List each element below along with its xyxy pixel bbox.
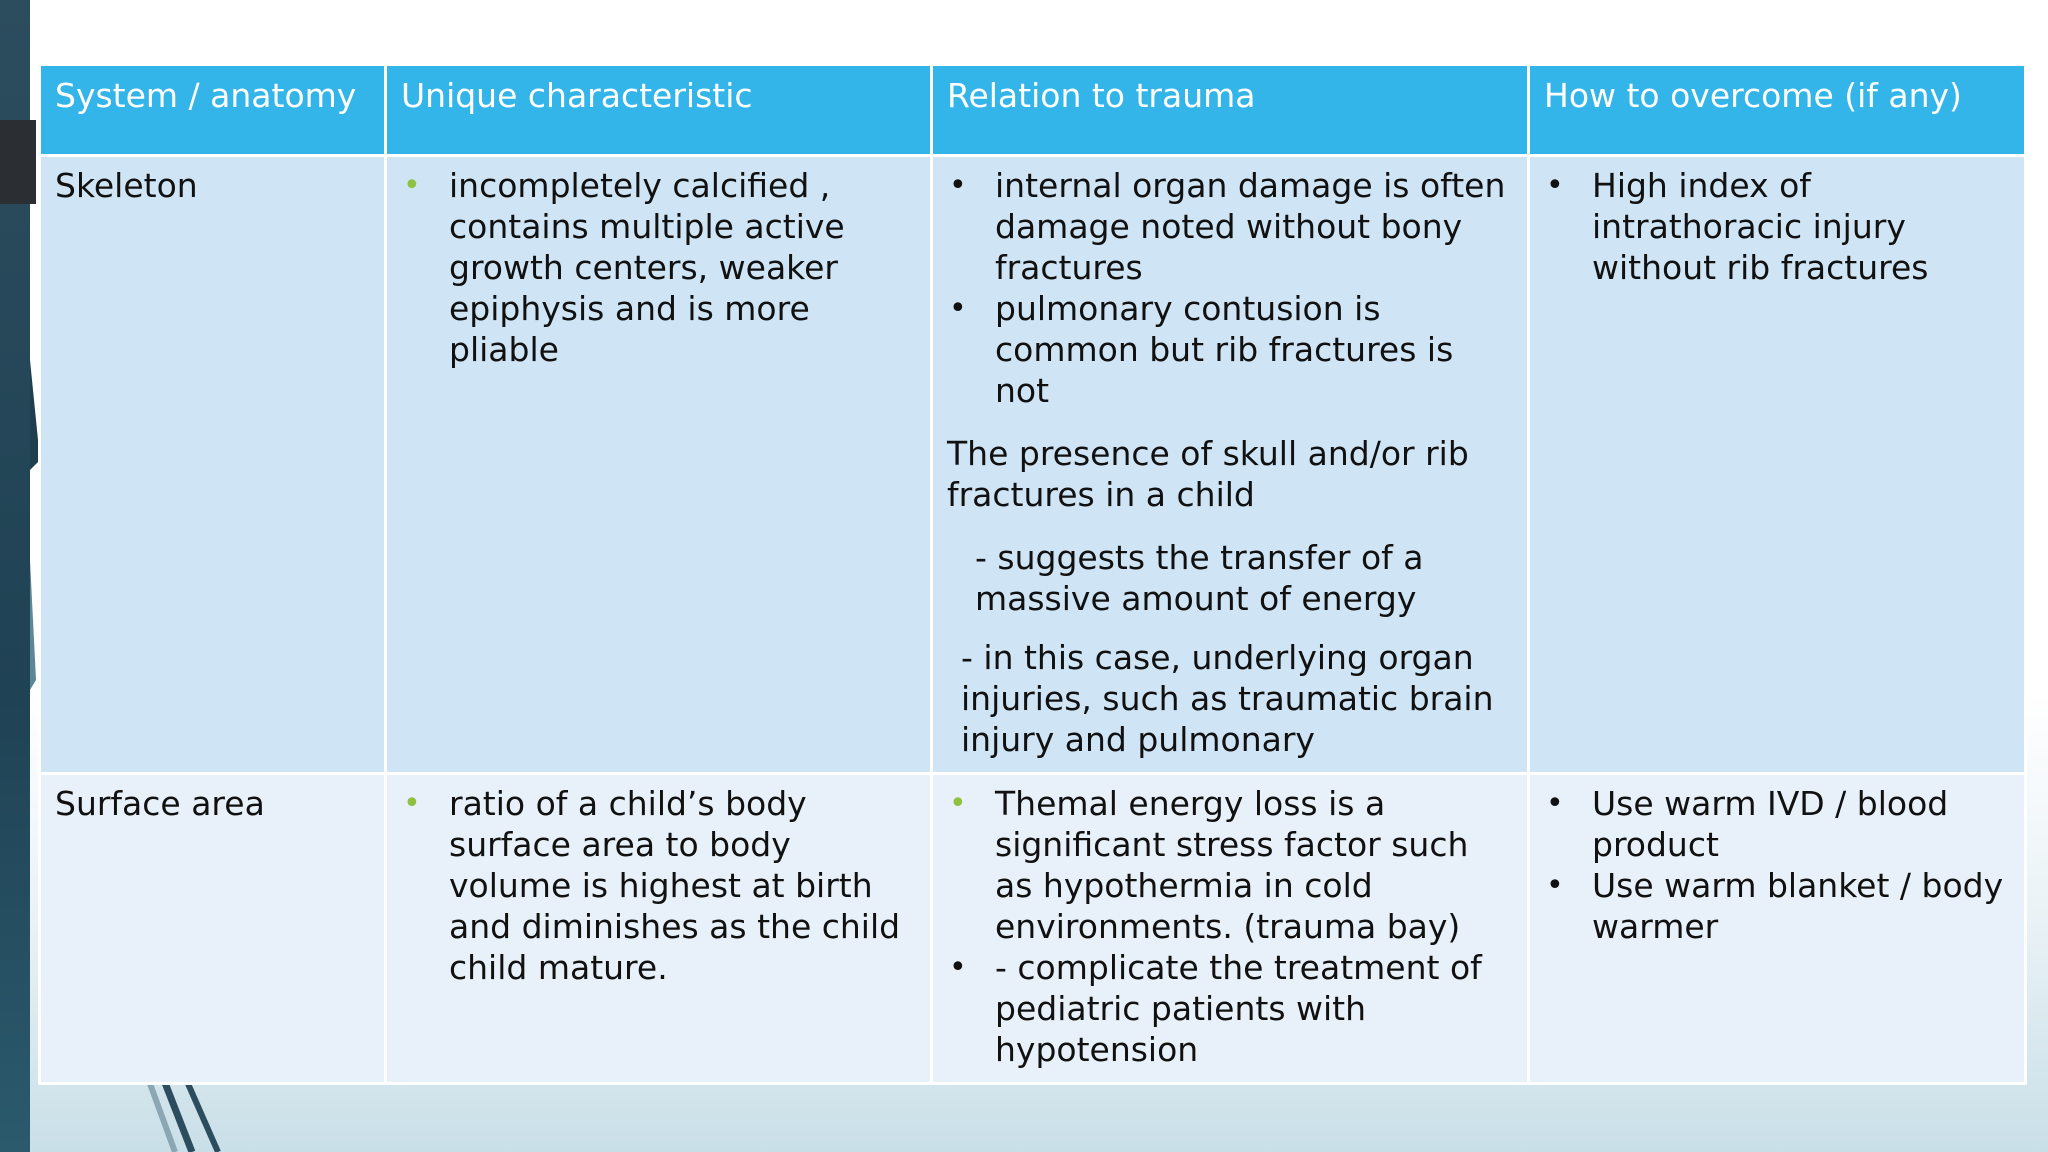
bullet-icon: • (1546, 786, 1564, 821)
list-item-text: pulmonary contusion is common but rib fractures is not (995, 289, 1454, 410)
cell-overcome (1529, 774, 2026, 1084)
list-item-text: Themal energy loss is a significant stress factor such as hypothermia in cold environments. (trauma bay) (995, 784, 1469, 946)
table-row-skeleton (40, 156, 2026, 774)
bullet-icon: • (949, 168, 967, 203)
list-item (947, 165, 1513, 288)
cell-characteristic (386, 156, 932, 774)
list-item (947, 288, 1513, 411)
header-unique-characteristic: Unique characteristic (386, 65, 932, 156)
list-item (947, 947, 1513, 1070)
cell-system: Surface area (40, 774, 386, 1084)
list-item-text: ratio of a child’s body surface area to body volume is highest at birth and diminishes as the child child mature. (449, 784, 901, 987)
list-item (1544, 165, 2010, 288)
table-header-row (40, 65, 2026, 156)
table-row-surface-area (40, 774, 2026, 1084)
header-system-anatomy: System / anatomy (40, 65, 386, 156)
list-item (947, 783, 1513, 947)
list-item-text: High index of intrathoracic injury without rib fractures (1592, 166, 1929, 287)
cell-overcome (1529, 156, 2026, 774)
trauma-paragraph: The presence of skull and/or rib fractures in a child (947, 434, 1469, 514)
bullet-icon: • (949, 950, 967, 985)
cell-characteristic (386, 774, 932, 1084)
cell-system: Skeleton (40, 156, 386, 774)
bullet-icon: • (949, 786, 967, 821)
list-item-text: - complicate the treatment of pediatric patients with hypotension (995, 948, 1482, 1069)
list-item-text: incompletely calcified , contains multiple active growth centers, weaker epiphysis and is more pliable (449, 166, 845, 369)
bullet-icon: • (403, 168, 421, 203)
trauma-comparison-table (38, 63, 2027, 1085)
list-item-text: Use warm IVD / blood product (1592, 784, 1949, 864)
trauma-subpoint: - in this case, underlying organ injuries, such as traumatic brain injury and pulmonary (961, 638, 1494, 759)
list-item (401, 783, 916, 988)
list-item-text: internal organ damage is often damage noted without bony fractures (995, 166, 1506, 287)
list-item (401, 165, 916, 370)
cell-trauma (932, 156, 1529, 774)
bullet-icon: • (1546, 868, 1564, 903)
cell-trauma (932, 774, 1529, 1084)
bullet-icon: • (403, 786, 421, 821)
list-item (1544, 783, 2010, 865)
list-item-text: Use warm blanket / body warmer (1592, 866, 2004, 946)
trauma-subpoint: - suggests the transfer of a massive amount of energy (975, 538, 1424, 618)
bullet-icon: • (1546, 168, 1564, 203)
bullet-icon: • (949, 291, 967, 326)
header-relation-to-trauma: Relation to trauma (932, 65, 1529, 156)
header-how-to-overcome: How to overcome (if any) (1529, 65, 2026, 156)
list-item (1544, 865, 2010, 947)
